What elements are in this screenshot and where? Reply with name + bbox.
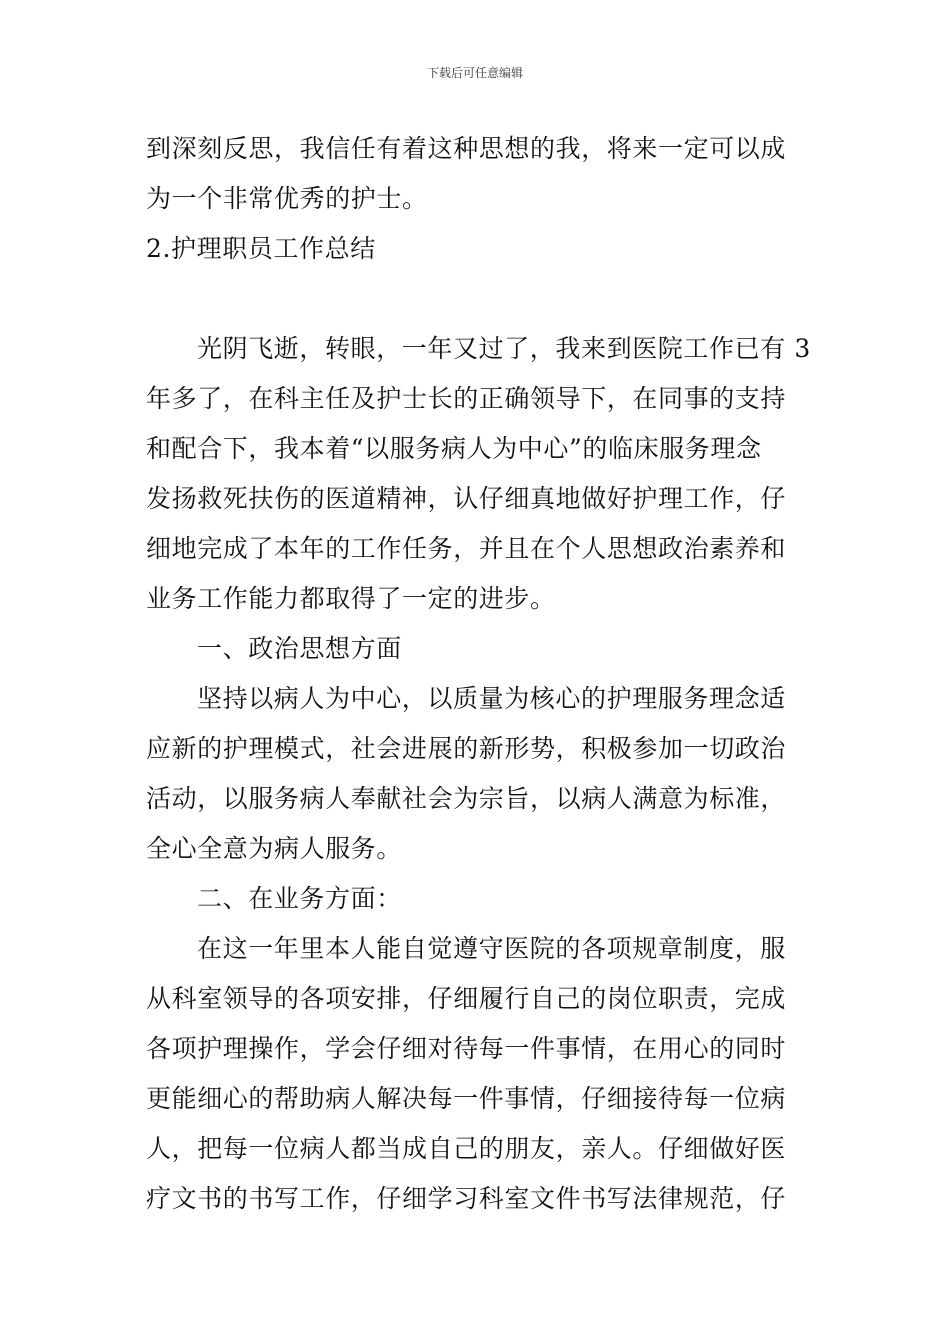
paragraph-line: 人，把每一位病人都当成自己的朋友，亲人。仔细做好医 — [146, 1134, 787, 1163]
section-heading: 2.护理职员工作总结 — [146, 234, 376, 263]
paragraph-line: 到深刻反思，我信任有着这种思想的我，将来一定可以成 — [146, 134, 787, 163]
paragraph-line: 应新的护理模式，社会进展的新形势，积极参加一切政治 — [146, 734, 787, 763]
paragraph-line: 更能细心的帮助病人解决每一件事情，仔细接待每一位病 — [146, 1084, 787, 1113]
subsection-heading: 二、在业务方面： — [197, 884, 402, 913]
paragraph-line: 全心全意为病人服务。 — [146, 834, 403, 863]
subsection-heading: 一、政治思想方面 — [197, 634, 402, 663]
paragraph-line: 各项护理操作，学会仔细对待每一件事情，在用心的同时 — [146, 1034, 787, 1063]
paragraph-line: 在这一年里本人能自觉遵守医院的各项规章制度，服 — [197, 934, 786, 963]
paragraph-line: 业务工作能力都取得了一定的进步。 — [146, 584, 556, 613]
page-header: 下载后可任意编辑 — [426, 66, 523, 80]
paragraph-line: 活动，以服务病人奉献社会为宗旨，以病人满意为标准， — [146, 784, 787, 813]
paragraph-line: 光阴飞逝，转眼，一年又过了，我来到医院工作已有 3 — [197, 334, 811, 363]
paragraph-line: 细地完成了本年的工作任务，并且在个人思想政治素养和 — [146, 534, 787, 563]
paragraph-line: 为一个非常优秀的护士。 — [146, 184, 428, 213]
paragraph-line: 年多了，在科主任及护士长的正确领导下，在同事的支持 — [146, 384, 787, 413]
paragraph-line: 疗文书的书写工作，仔细学习科室文件书写法律规范，仔 — [146, 1184, 787, 1213]
paragraph-line: 发扬救死扶伤的医道精神，认仔细真地做好护理工作，仔 — [146, 484, 787, 513]
paragraph-line: 从科室领导的各项安排，仔细履行自己的岗位职责，完成 — [146, 984, 787, 1013]
paragraph-line: 和配合下，我本着“以服务病人为中心”的临床服务理念 — [146, 434, 762, 463]
paragraph-line: 坚持以病人为中心，以质量为核心的护理服务理念适 — [197, 684, 786, 713]
